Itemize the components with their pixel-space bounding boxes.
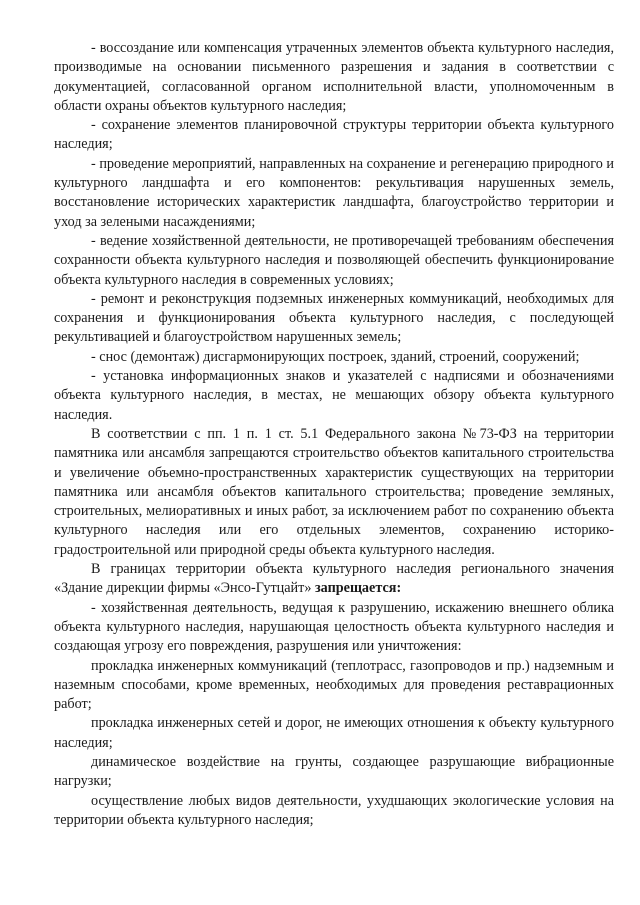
prohibited-networks-roads: прокладка инженерных сетей и дорог, не имеющих отношения к объекту культурного наследия; <box>54 715 614 751</box>
federal-law-paragraph: В соответствии с пп. 1 п. 1 ст. 5.1 Федерального закона №73-ФЗ на территории памятника или ансамбля запрещаются строительство объектов капитального строительства и увеличение объемно-пространственных характеристик существующих на территории памятника или ансамбля объектов капитального строительства; проведение земляных, строительных, мелиоративных и иных работ, за исключением работ по сохранению объекта культурного наследия или его отдельных элементов, сохранению историко-градостроительной или природной среды объекта культурного наследия. <box>54 425 614 558</box>
prohibited-utilities-above-ground: прокладка инженерных коммуникаций (теплотрасс, газопроводов и пр.) надземным и наземным способами, кроме временных, необходимых для проведения реставрационных работ; <box>54 657 614 713</box>
list-item-information-signs: - установка информационных знаков и указателей с надписями и обозначениями объекта культурного наследия, в местах, не мешающих обзору объекта культурного наследия. <box>54 368 614 423</box>
document-body <box>54 39 614 830</box>
restriction-paragraph <box>54 560 614 599</box>
list-item-utilities-repair: - ремонт и реконструкция подземных инженерных коммуникаций, необходимых для сохранения и функционирования объекта культурного наследия, с последующей рекультивацией и благоустройством нарушенных земель; <box>54 290 614 346</box>
list-item-planning-structure: - сохранение элементов планировочной структуры территории объекта культурного наследия; <box>54 117 614 153</box>
list-item-demolition: - снос (демонтаж) дисгармонирующих построек, зданий, строений, сооружений; <box>91 348 580 365</box>
list-item-landscape: - проведение мероприятий, направленных на сохранение и регенерацию природного и культурного ландшафта и его компонентов: рекультивация нарушенных земель, восстановление исторических характеристик ландшафта, благоустройство территории и уход за зелеными насаждениями; <box>54 155 614 230</box>
restriction-emphasis: запрещается: <box>314 580 402 597</box>
list-item-reconstruction: - воссоздание или компенсация утраченных элементов объекта культурного наследия, производимые на основании письменного разрешения и задания в соответствии с документацией, согласованной органом исполнительной власти, уполномоченным в области охраны объектов культурного наследия; <box>54 40 614 114</box>
list-item-economic-activity: - ведение хозяйственной деятельности, не противоречащей требованиям обеспечения сохранности объекта культурного наследия и позволяющей обеспечить функционирование объекта культурного наследия в современных условиях; <box>54 232 614 288</box>
restriction-intro: В границах территории объекта культурного наследия регионального значения «Здание дирекции фирмы «Энсо-Гутцайт» <box>54 561 614 597</box>
prohibited-dynamic-impact: динамическое воздействие на грунты, создающее разрушающие вибрационные нагрузки; <box>54 753 614 790</box>
prohibited-economic-activity: - хозяйственная деятельность, ведущая к разрушению, искажению внешнего облика объекта культурного наследия, нарушающая целостность объекта культурного наследия и создающая угрозу его повреждения, разрушения или уничтожения: <box>54 599 614 655</box>
prohibited-ecology: осуществление любых видов деятельности, ухудшающих экологические условия на территории объекта культурного наследия; <box>54 792 614 828</box>
